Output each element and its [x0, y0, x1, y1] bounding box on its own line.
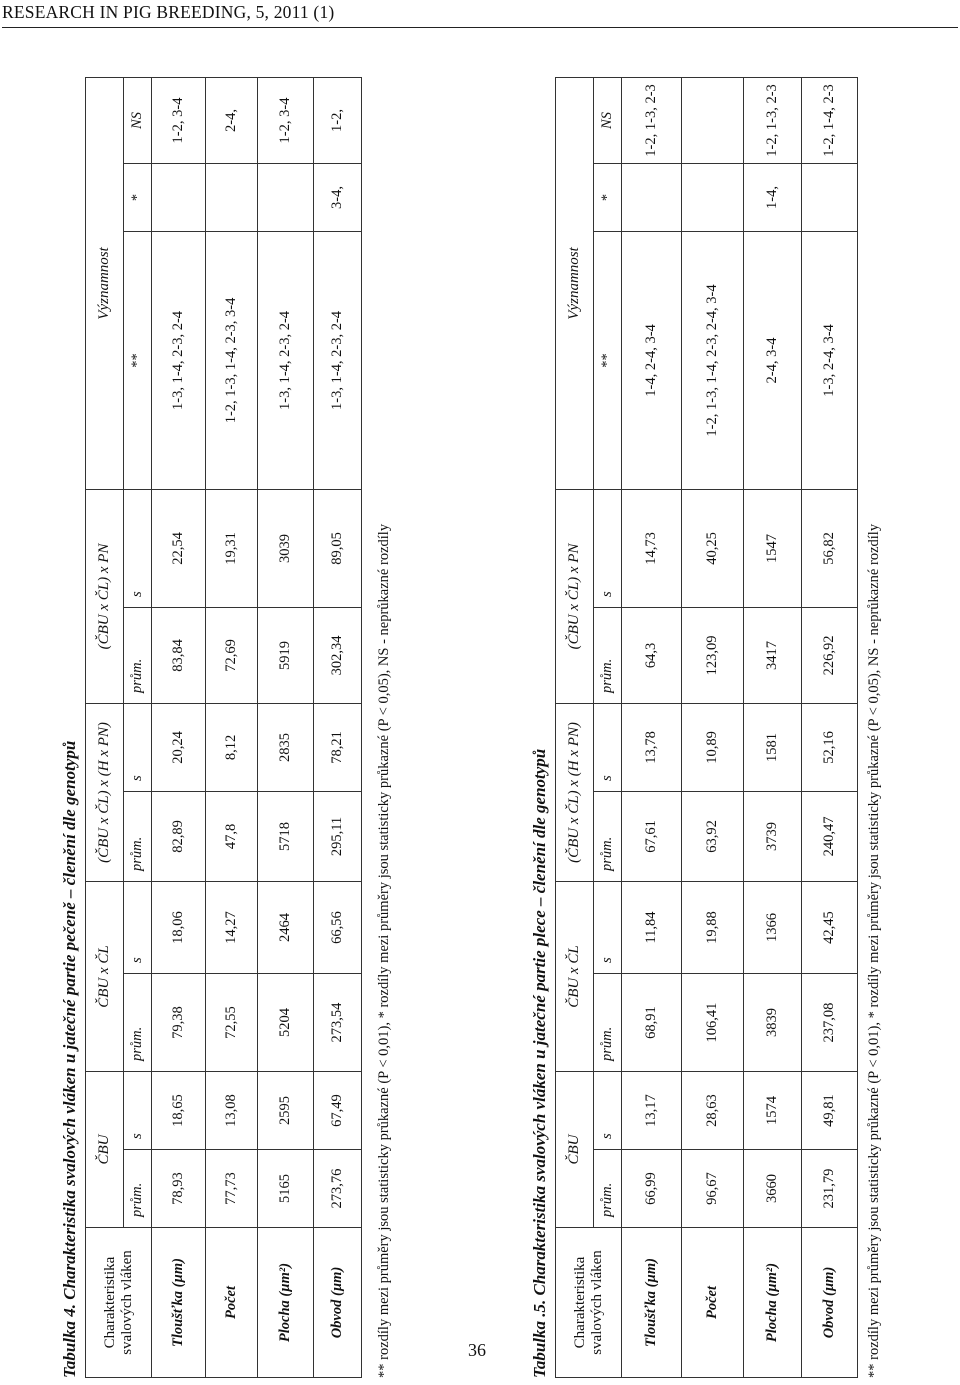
sig-label-p05: *	[124, 163, 152, 231]
cell-value: 1581	[744, 703, 802, 791]
characteristic-header: Charakteristika svalových vláken	[86, 1228, 152, 1378]
table-row	[622, 77, 682, 1377]
sig-label-ns: NS	[594, 77, 622, 163]
cell-value: 231,79	[802, 1150, 858, 1228]
cell-value: 72,69	[206, 607, 258, 703]
cell-value: 77,73	[206, 1150, 258, 1228]
cell-value: 68,91	[622, 974, 682, 1072]
sig-p05-cell	[206, 163, 258, 231]
cell-value: 19,31	[206, 489, 258, 607]
row-label: Plocha (µm²)	[744, 1228, 802, 1378]
cell-value: 1366	[744, 881, 802, 973]
sd-label: s	[124, 881, 152, 973]
ns-cell: 1-2, 3-4	[258, 77, 314, 163]
table-footnote: ** rozdíly mezi průměry jsou statisticky průkazné (P < 0,01), * rozdíly mezi průměry jsou statisticky průkazné (P < 0,05), NS - neprůkazné rozdíly	[866, 523, 882, 1378]
sig-p01-cell: 1-2, 1-3, 1-4, 2-3, 2-4, 3-4	[682, 231, 744, 489]
characteristic-header: Charakteristika svalových vláken	[556, 1228, 622, 1378]
cell-value: 18,65	[152, 1072, 206, 1150]
sig-p01-cell: 1-2, 1-3, 1-4, 2-3, 3-4	[206, 231, 258, 489]
cell-value: 3839	[744, 974, 802, 1072]
cell-value: 106,41	[682, 974, 744, 1072]
mean-label: prům.	[594, 607, 622, 703]
cell-value: 19,88	[682, 881, 744, 973]
row-label: Plocha (µm²)	[258, 1228, 314, 1378]
table-row	[744, 77, 802, 1377]
cell-value: 13,78	[622, 703, 682, 791]
ns-cell	[682, 77, 744, 163]
cell-value: 63,92	[682, 791, 744, 881]
sd-label: s	[124, 1072, 152, 1150]
mean-label: prům.	[124, 791, 152, 881]
group-header: (ČBU x ČL) x (H x PN)	[556, 703, 594, 881]
cell-value: 18,06	[152, 881, 206, 973]
journal-header: RESEARCH IN PIG BREEDING, 5, 2011 (1)	[2, 0, 958, 28]
cell-value: 64,3	[622, 607, 682, 703]
sig-p01-cell: 1-3, 1-4, 2-3, 2-4	[258, 231, 314, 489]
row-label: Tloušťka (µm)	[152, 1228, 206, 1378]
sd-label: s	[124, 703, 152, 791]
sig-label-p01: **	[594, 231, 622, 489]
ns-cell: 1-2, 1-3, 2-3	[744, 77, 802, 163]
cell-value: 66,56	[314, 881, 362, 973]
sig-p05-cell	[152, 163, 206, 231]
sig-p01-cell: 1-4, 2-4, 3-4	[622, 231, 682, 489]
mean-label: prům.	[124, 974, 152, 1072]
sig-p01-cell: 1-3, 1-4, 2-3, 2-4	[314, 231, 362, 489]
cell-value: 237,08	[802, 974, 858, 1072]
cell-value: 5204	[258, 974, 314, 1072]
cell-value: 3660	[744, 1150, 802, 1228]
sig-p05-cell	[622, 163, 682, 231]
sig-p05-cell: 3-4,	[314, 163, 362, 231]
cell-value: 3039	[258, 489, 314, 607]
ns-cell: 2-4,	[206, 77, 258, 163]
sig-label-p05: *	[594, 163, 622, 231]
table-row	[314, 77, 362, 1377]
cell-value: 78,93	[152, 1150, 206, 1228]
sig-p01-cell: 1-3, 1-4, 2-3, 2-4	[152, 231, 206, 489]
ns-cell: 1-2, 1-4, 2-3	[802, 77, 858, 163]
cell-value: 89,05	[314, 489, 362, 607]
cell-value: 295,11	[314, 791, 362, 881]
cell-value: 79,38	[152, 974, 206, 1072]
cell-value: 47,8	[206, 791, 258, 881]
cell-value: 66,99	[622, 1150, 682, 1228]
sig-p05-cell	[802, 163, 858, 231]
row-label: Tloušťka (µm)	[622, 1228, 682, 1378]
cell-value: 3417	[744, 607, 802, 703]
sig-p01-cell: 2-4, 3-4	[744, 231, 802, 489]
mean-label: prům.	[124, 607, 152, 703]
mean-label: prům.	[594, 974, 622, 1072]
mean-label: prům.	[594, 1150, 622, 1228]
cell-value: 14,73	[622, 489, 682, 607]
row-label: Obvod (µm)	[802, 1228, 858, 1378]
cell-value: 1547	[744, 489, 802, 607]
ns-cell: 1-2,	[314, 77, 362, 163]
sd-label: s	[594, 703, 622, 791]
cell-value: 8,12	[206, 703, 258, 791]
cell-value: 10,89	[682, 703, 744, 791]
group-header: ČBU	[556, 1072, 594, 1228]
ns-cell: 1-2, 1-3, 2-3	[622, 77, 682, 163]
sig-label-ns: NS	[124, 77, 152, 163]
cell-value: 3739	[744, 791, 802, 881]
table-row	[682, 77, 744, 1377]
cell-value: 83,84	[152, 607, 206, 703]
cell-value: 240,47	[802, 791, 858, 881]
cell-value: 67,61	[622, 791, 682, 881]
sd-label: s	[124, 489, 152, 607]
table-row	[206, 77, 258, 1377]
row-label: Počet	[206, 1228, 258, 1378]
cell-value: 13,17	[622, 1072, 682, 1150]
cell-value: 226,92	[802, 607, 858, 703]
cell-value: 20,24	[152, 703, 206, 791]
cell-value: 2835	[258, 703, 314, 791]
sd-label: s	[594, 881, 622, 973]
data-table	[85, 77, 362, 1378]
cell-value: 2464	[258, 881, 314, 973]
cell-value: 1574	[744, 1072, 802, 1150]
sig-label-p01: **	[124, 231, 152, 489]
table-caption: Tabulka .5. Charakteristika svalových vláken u jatečné partie plece – členění dle genotypů	[530, 748, 549, 1378]
sig-p05-cell: 1-4,	[744, 163, 802, 231]
cell-value: 52,16	[802, 703, 858, 791]
table-block	[525, 78, 886, 1378]
sig-p05-cell	[258, 163, 314, 231]
cell-value: 49,81	[802, 1072, 858, 1150]
table-footnote: ** rozdíly mezi průměry jsou statisticky průkazné (P < 0,01), * rozdíly mezi průměry jsou statisticky průkazné (P < 0,05), NS - neprůkazné rozdíly	[376, 523, 392, 1378]
sig-p01-cell: 1-3, 2-4, 3-4	[802, 231, 858, 489]
cell-value: 5165	[258, 1150, 314, 1228]
cell-value: 56,82	[802, 489, 858, 607]
group-header: (ČBU x ČL) x PN	[86, 489, 124, 703]
cell-value: 5718	[258, 791, 314, 881]
cell-value: 78,21	[314, 703, 362, 791]
cell-value: 28,63	[682, 1072, 744, 1150]
row-label: Počet	[682, 1228, 744, 1378]
cell-value: 302,34	[314, 607, 362, 703]
row-label: Obvod (µm)	[314, 1228, 362, 1378]
sd-label: s	[594, 489, 622, 607]
table-row	[802, 77, 858, 1377]
table-caption: Tabulka 4. Charakteristika svalových vláken u jatečné partie pečeně – členění dle genotypů	[60, 740, 79, 1378]
table-block	[55, 78, 396, 1378]
group-header: ČBU	[86, 1072, 124, 1228]
sig-p05-cell	[682, 163, 744, 231]
cell-value: 2595	[258, 1072, 314, 1150]
significance-header: Významnost	[556, 77, 594, 489]
page-number: 36	[468, 1340, 486, 1360]
group-header: ČBU x ČL	[86, 881, 124, 1071]
cell-value: 273,54	[314, 974, 362, 1072]
cell-value: 273,76	[314, 1150, 362, 1228]
sd-label: s	[594, 1072, 622, 1150]
table-row	[152, 77, 206, 1377]
mean-label: prům.	[594, 791, 622, 881]
group-header: (ČBU x ČL) x (H x PN)	[86, 703, 124, 881]
mean-label: prům.	[124, 1150, 152, 1228]
cell-value: 72,55	[206, 974, 258, 1072]
data-table	[555, 77, 858, 1378]
group-header: (ČBU x ČL) x PN	[556, 489, 594, 703]
cell-value: 82,89	[152, 791, 206, 881]
cell-value: 13,08	[206, 1072, 258, 1150]
cell-value: 42,45	[802, 881, 858, 973]
significance-header: Významnost	[86, 77, 124, 489]
cell-value: 123,09	[682, 607, 744, 703]
cell-value: 5919	[258, 607, 314, 703]
cell-value: 96,67	[682, 1150, 744, 1228]
cell-value: 67,49	[314, 1072, 362, 1150]
table-row	[258, 77, 314, 1377]
cell-value: 11,84	[622, 881, 682, 973]
ns-cell: 1-2, 3-4	[152, 77, 206, 163]
cell-value: 40,25	[682, 489, 744, 607]
group-header: ČBU x ČL	[556, 881, 594, 1071]
cell-value: 14,27	[206, 881, 258, 973]
cell-value: 22,54	[152, 489, 206, 607]
